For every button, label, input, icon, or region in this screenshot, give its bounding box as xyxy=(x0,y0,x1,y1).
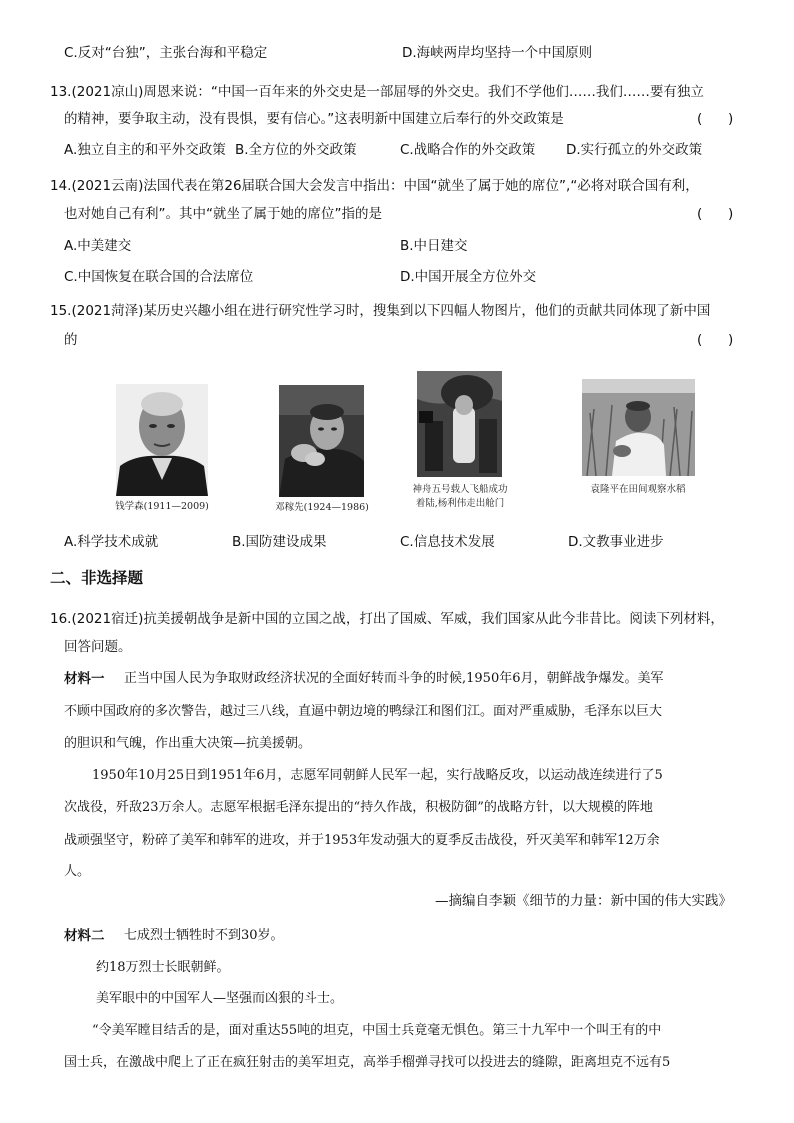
q12-option-d: D.海峡两岸均坚持一个中国原则 xyxy=(402,45,593,61)
material-two-line1: 七成烈士牺牲时不到30岁。 xyxy=(124,928,284,943)
yang-liwei-photo xyxy=(417,371,502,477)
q14-stem-line2: 也对她自己有利”。其中“就坐了属于她的席位”指的是 xyxy=(64,206,382,222)
section-title: 二、非选择题 xyxy=(50,569,144,587)
q16-stem-line2: 回答问题。 xyxy=(64,639,132,655)
material-one-line3: 的胆识和气魄，作出重大决策—抗美援朝。 xyxy=(64,736,312,751)
q13-option-d: D.实行孤立的外交政策 xyxy=(566,142,703,158)
q14-answer-bracket: ( ) xyxy=(697,206,734,222)
q15-stem-line1: 15.(2021菏泽)某历史兴趣小组在进行研究性学习时，搜集到以下四幅人物图片，他们的贡献共同体现了新中国 xyxy=(50,303,711,319)
yuan-longping-photo xyxy=(582,379,695,476)
q15-option-c: C.信息技术发展 xyxy=(400,534,495,550)
material-one-line4: 1950年10月25日到1951年6月，志愿军同朝鲜人民军一起，实行战略反攻，以运动战连续进行了5 xyxy=(92,768,663,783)
q14-option-a: A.中美建交 xyxy=(64,238,132,254)
q13-stem-line2: 的精神，要争取主动，没有畏惧，要有信心。”这表明新中国建立后奉行的外交政策是 xyxy=(64,111,564,127)
qian-xuesen-photo xyxy=(116,384,208,496)
q13-answer-bracket: ( ) xyxy=(697,111,734,127)
material-two-line5: 国士兵，在激战中爬上了正在疯狂射击的美军坦克，高举手榴弹寻找可以投进去的缝隙，距离坦克不远有5 xyxy=(64,1055,671,1070)
q16-stem-line1: 16.(2021宿迁)抗美援朝战争是新中国的立国之战，打出了国威、军威，我们国家从此今非昔比。阅读下列材料， xyxy=(50,611,724,627)
q13-stem-line1: 13.(2021凉山)周恩来说：“中国一百年来的外交史是一部屈辱的外交史。我们不学他们……我们……要有独立 xyxy=(50,84,704,100)
yuan-longping-caption: 袁隆平在田间观察水稻 xyxy=(590,484,686,495)
material-one-line6: 战顽强坚守，粉碎了美军和韩军的进攻，并于1953年发动强大的夏季反击战役，歼灭美军和韩军12万余 xyxy=(64,833,660,848)
material-two-line3: 美军眼中的中国军人—坚强而凶狠的斗士。 xyxy=(96,991,344,1006)
q14-option-d: D.中国开展全方位外交 xyxy=(400,269,537,285)
deng-jiaxian-photo xyxy=(279,385,364,497)
q14-stem-line1: 14.(2021云南)法国代表在第26届联合国大会发言中指出：中国“就坐了属于她的席位”,“必将对联合国有利， xyxy=(50,178,699,194)
q12-option-c: C.反对“台独”，主张台海和平稳定 xyxy=(64,45,268,61)
q13-option-a: A.独立自主的和平外交政策 xyxy=(64,142,226,158)
q15-stem-line2: 的 xyxy=(64,332,78,348)
q15-answer-bracket: ( ) xyxy=(697,332,734,348)
q14-option-c: C.中国恢复在联合国的合法席位 xyxy=(64,269,254,285)
material-one-source: —摘编自李颖《细节的力量：新中国的伟大实践》 xyxy=(435,893,732,909)
q15-option-b: B.国防建设成果 xyxy=(232,534,327,550)
q15-option-d: D.文教事业进步 xyxy=(568,534,664,550)
deng-jiaxian-caption: 邓稼先(1924—1986) xyxy=(275,502,369,513)
material-two-line4: “令美军瞠目结舌的是，面对重达55吨的坦克，中国士兵竟毫无惧色。第三十九军中一个叫王有的中 xyxy=(92,1023,662,1038)
material-one-line2: 不顾中国政府的多次警告，越过三八线，直逼中朝边境的鸭绿江和图们江。面对严重威胁，毛泽东以巨大 xyxy=(64,704,663,719)
material-two-line2: 约18万烈士长眠朝鲜。 xyxy=(96,960,230,975)
q13-option-b: B.全方位的外交政策 xyxy=(235,142,357,158)
material-one-label: 材料一 xyxy=(64,671,105,687)
material-one-line1: 正当中国人民为争取财政经济状况的全面好转而斗争的时候,1950年6月，朝鲜战争爆发。美军 xyxy=(124,671,664,686)
q15-option-a: A.科学技术成就 xyxy=(64,534,159,550)
material-one-line7: 人。 xyxy=(64,864,91,879)
material-two-label: 材料二 xyxy=(64,928,105,944)
q13-option-c: C.战略合作的外交政策 xyxy=(400,142,536,158)
qian-xuesen-caption: 钱学森(1911—2009) xyxy=(115,501,209,512)
yang-liwei-caption-line2: 着陆,杨利伟走出舱门 xyxy=(415,498,505,509)
material-one-line5: 次战役，歼敌23万余人。志愿军根据毛泽东提出的“持久作战，积极防御”的战略方针，以大规模的阵地 xyxy=(64,800,653,815)
q14-option-b: B.中日建交 xyxy=(400,238,468,254)
yang-liwei-caption-line1: 神舟五号载人飞船成功 xyxy=(412,484,508,495)
